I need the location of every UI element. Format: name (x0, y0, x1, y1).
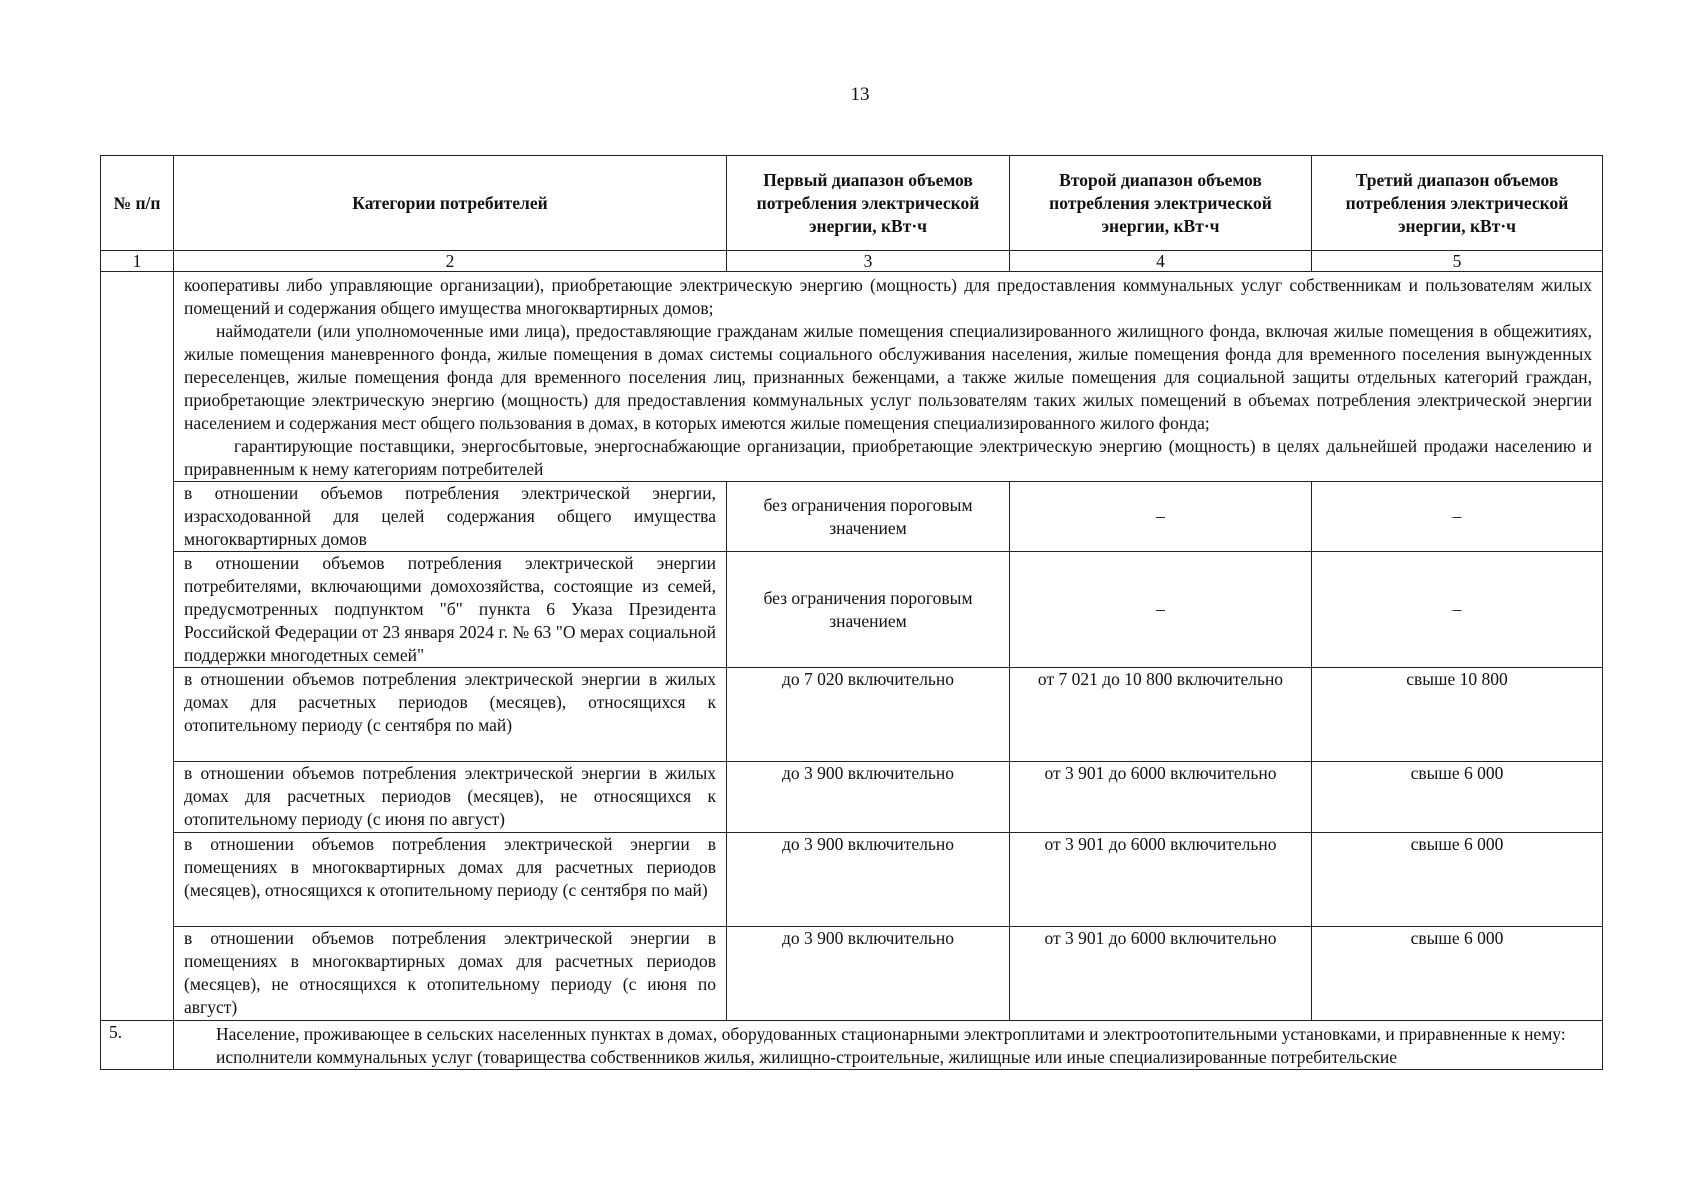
category-cell: в отношении объемов потребления электрической энергии в жилых домах для расчетных периодов (месяцев), относящихся к отопительному периоду (с сентября по май) (174, 668, 727, 762)
page-number: 13 (850, 84, 870, 105)
category-cell: в отношении объемов потребления электрической энергии потребителями, включающими домохозяйства, состоящие из семей, предусмотренных подпунктом "б" пункта 6 Указа Президента Российской Федерации от 23 января 2024 г. № 63 "О мерах социальной поддержки многодетных семей" (174, 552, 727, 668)
range1-cell: без ограничения пороговым значением (727, 552, 1010, 668)
header-row (101, 156, 1603, 251)
column-number: 2 (174, 251, 727, 272)
table-row (101, 552, 1603, 668)
paragraph: наймодатели (или уполномоченные ими лица), предоставляющие гражданам жилые помещения специализированного жилищного фонда, включая жилые помещения в общежитиях, жилые помещения маневренного фонда, жилые помещения в домах системы социального обслуживания населения, жилые помещения фонда для временного поселения вынужденных переселенцев, жилые помещения фонда для временного поселения лиц, признанных беженцами, а также жилые помещения для социальной защиты отдельных категорий граждан, приобретающие электрическую энергию (мощность) для предоставления коммунальных услуг пользователям таких жилых помещений в объемах потребления электрической энергии населением и содержания мест общего пользования в домах, в которых имеются жилые помещения специализированного жилого фонда; (184, 321, 1592, 433)
range2-cell: – (1010, 552, 1312, 668)
category-cell: в отношении объемов потребления электрической энергии в помещениях в многоквартирных домах для расчетных периодов (месяцев), не относящихся к отопительному периоду (с июня по август) (174, 927, 727, 1021)
column-number: 3 (727, 251, 1010, 272)
table-row (101, 833, 1603, 927)
range1-cell: до 7 020 включительно (727, 668, 1010, 762)
range1-cell: до 3 900 включительно (727, 762, 1010, 833)
column-numbers-row (101, 251, 1603, 272)
table-row (101, 668, 1603, 762)
header-range3: Третий диапазон объемов потребления электрической энергии, кВт·ч (1312, 156, 1603, 251)
range3-cell: свыше 6 000 (1312, 927, 1603, 1021)
continued-block (174, 272, 1603, 482)
range2-cell: – (1010, 482, 1312, 552)
column-number: 4 (1010, 251, 1312, 272)
header-range2: Второй диапазон объемов потребления электрической энергии, кВт·ч (1010, 156, 1312, 251)
range3-cell: свыше 6 000 (1312, 762, 1603, 833)
range3-cell: свыше 10 800 (1312, 668, 1603, 762)
num-cell-empty (101, 272, 174, 1021)
column-number: 1 (101, 251, 174, 272)
section-5-row (101, 1021, 1603, 1070)
paragraph: кооперативы либо управляющие организации), приобретающие электрическую энергию (мощность) для предоставления коммунальных услуг собственникам и пользователям жилых помещений и содержания общего имущества многоквартирных домов; (184, 275, 1592, 318)
header-category: Категории потребителей (174, 156, 727, 251)
range2-cell: от 3 901 до 6000 включительно (1010, 762, 1312, 833)
range2-cell: от 3 901 до 6000 включительно (1010, 833, 1312, 927)
table-row (101, 927, 1603, 1021)
range2-cell: от 3 901 до 6000 включительно (1010, 927, 1312, 1021)
range3-cell: свыше 6 000 (1312, 833, 1603, 927)
header-range1: Первый диапазон объемов потребления электрической энергии, кВт·ч (727, 156, 1010, 251)
section-5-text (174, 1021, 1603, 1070)
range1-cell: до 3 900 включительно (727, 833, 1010, 927)
continued-block-row (101, 272, 1603, 482)
header-num: № п/п (101, 156, 174, 251)
range3-cell: – (1312, 482, 1603, 552)
range1-cell: без ограничения пороговым значением (727, 482, 1010, 552)
table-row (101, 762, 1603, 833)
column-number: 5 (1312, 251, 1603, 272)
paragraph: Население, проживающее в сельских населенных пунктах в домах, оборудованных стационарными электроплитами и электроотопительными установками, и приравненные к нему: (216, 1024, 1566, 1044)
paragraph: гарантирующие поставщики, энергосбытовые, энергоснабжающие организации, приобретающие электрическую энергию (мощность) в целях дальнейшей продажи населению и приравненным к нему категориям потребителей (184, 436, 1592, 479)
paragraph: исполнители коммунальных услуг (товарищества собственников жилья, жилищно-строительные, жилищные или иные специализированные потребительские (216, 1047, 1398, 1067)
table-row (101, 482, 1603, 552)
range3-cell: – (1312, 552, 1603, 668)
category-cell: в отношении объемов потребления электрической энергии в жилых домах для расчетных периодов (месяцев), не относящихся к отопительному периоду (с июня по август) (174, 762, 727, 833)
range2-cell: от 7 021 до 10 800 включительно (1010, 668, 1312, 762)
tariff-table (100, 155, 1603, 1070)
category-cell: в отношении объемов потребления электрической энергии, израсходованной для целей содержания общего имущества многоквартирных домов (174, 482, 727, 552)
range1-cell: до 3 900 включительно (727, 927, 1010, 1021)
section-5-number: 5. (101, 1021, 174, 1070)
category-cell: в отношении объемов потребления электрической энергии в помещениях в многоквартирных домах для расчетных периодов (месяцев), относящихся к отопительному периоду (с сентября по май) (174, 833, 727, 927)
